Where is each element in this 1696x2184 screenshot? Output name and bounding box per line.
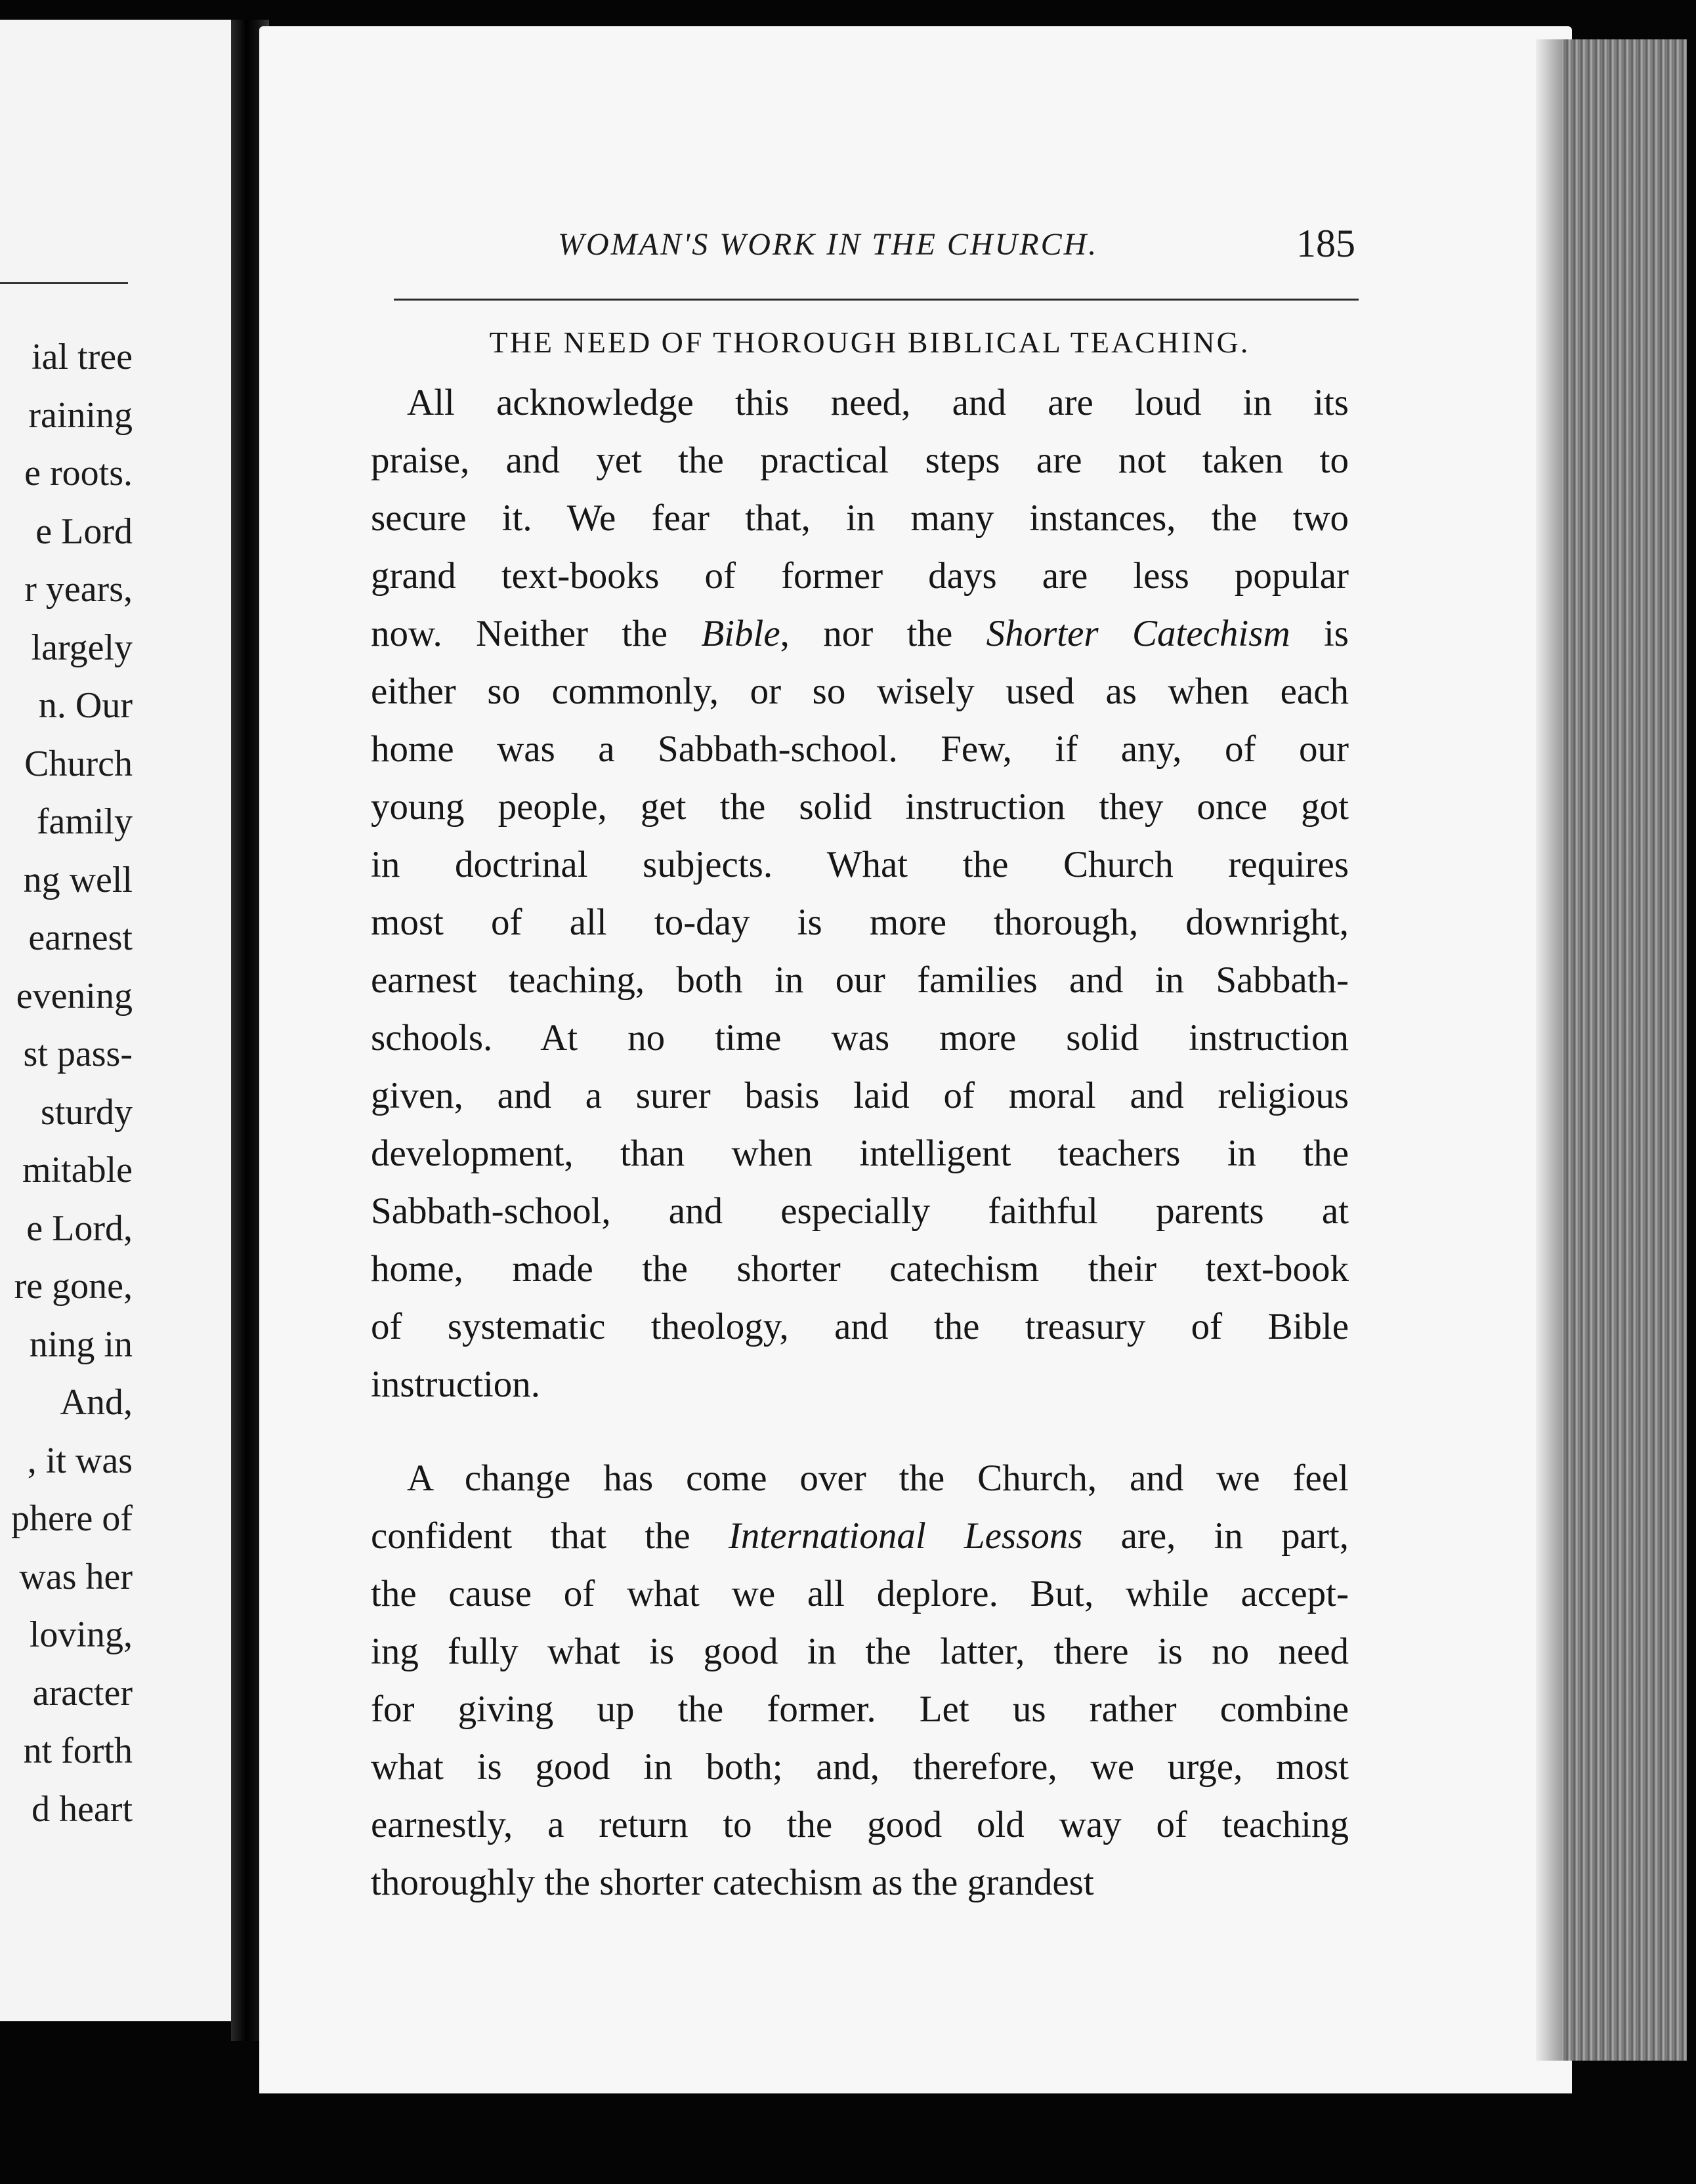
page-number: 185 [1296,222,1355,265]
left-page-line: n. Our [38,685,133,726]
page-edge [1536,39,1687,2061]
text-line: earnest teaching, both in our families and in Sabbath- [371,959,1349,1001]
text-line: ing fully what is good in the latter, there is no need [371,1631,1349,1672]
text-line: home was a Sabbath-school. Few, if any, of our [371,728,1349,770]
text-line: given, and a surer basis laid of moral and religious [371,1075,1349,1116]
left-header-rule [0,282,128,284]
left-page-line: re gone, [14,1266,133,1307]
left-page-text [0,328,133,1838]
left-page-line: aracter [32,1672,133,1713]
text-line: development, than when intelligent teachers in the [371,1133,1349,1174]
left-page-line: family [36,801,133,842]
left-page-line: e Lord, [26,1208,133,1249]
text-line: in doctrinal subjects. What the Church requires [371,844,1349,885]
text-line: thoroughly the shorter catechism as the grandest [371,1862,1094,1903]
text-line: secure it. We fear that, in many instances, the two [371,497,1349,539]
left-page-line: r years, [24,569,133,610]
left-page-line: mitable [22,1150,133,1190]
left-page-line: st pass- [23,1034,133,1074]
left-page-line: sturdy [41,1091,133,1133]
page-body [371,325,1349,1912]
text-line: of systematic theology, and the treasury of Bible [371,1306,1349,1347]
left-page-line: ng well [23,859,133,900]
left-page-line: ning in [29,1324,133,1365]
left-page-line: ial tree [32,337,133,377]
page-header [519,222,1391,285]
left-page-line: nt forth [23,1731,133,1771]
text-line: what is good in both; and, therefore, we urge, most [371,1746,1349,1788]
left-page-line: largely [31,627,133,668]
text-line: All acknowledge this need, and are loud in its [407,382,1349,423]
text-line: praise, and yet the practical steps are not taken to [371,440,1349,481]
text-line: instruction. [371,1364,541,1405]
text-line: schools. At no time was more solid instruction [371,1017,1349,1059]
left-page-line: d heart [32,1788,133,1830]
left-page-line: evening [16,975,133,1017]
header-rule [394,299,1359,301]
left-page-line: raining [28,394,133,436]
text-line: grand text-books of former days are less popular [371,555,1349,597]
text-line: either so commonly, or so wisely used as when each [371,671,1349,712]
left-page [0,20,231,2021]
left-page-line: loving, [29,1614,133,1655]
text-line: confident that the International Lessons are, in part, [371,1515,1349,1557]
running-head: WOMAN'S WORK IN THE CHURCH. [558,227,1099,262]
left-page-line: was her [19,1556,133,1597]
text-line: home, made the shorter catechism their text-book [371,1248,1349,1290]
left-page-line: earnest [28,917,133,958]
paragraph-2 [371,1450,1349,1912]
text-line: young people, get the solid instruction they once got [371,786,1349,828]
left-page-line: , it was [27,1440,133,1481]
text-line: now. Neither the Bible, nor the Shorter Catechism is [371,613,1349,654]
text-line: A change has come over the Church, and we feel [407,1458,1349,1499]
text-line: the cause of what we all deplore. But, while accept- [371,1573,1349,1614]
paragraph-1 [371,374,1349,1414]
left-page-line: e roots. [24,453,133,494]
text-line: earnestly, a return to the good old way of teaching [371,1804,1349,1845]
left-page-line: Church [24,743,133,784]
section-title: THE NEED OF THOROUGH BIBLICAL TEACHING. [489,326,1250,359]
left-page-line: e Lord [35,511,133,552]
left-page-line: And, [60,1382,133,1423]
text-line: most of all to-day is more thorough, downright, [371,902,1349,943]
text-line: for giving up the former. Let us rather combine [371,1689,1349,1730]
left-page-line: phere of [11,1498,133,1539]
text-line: Sabbath-school, and especially faithful parents at [371,1190,1349,1232]
